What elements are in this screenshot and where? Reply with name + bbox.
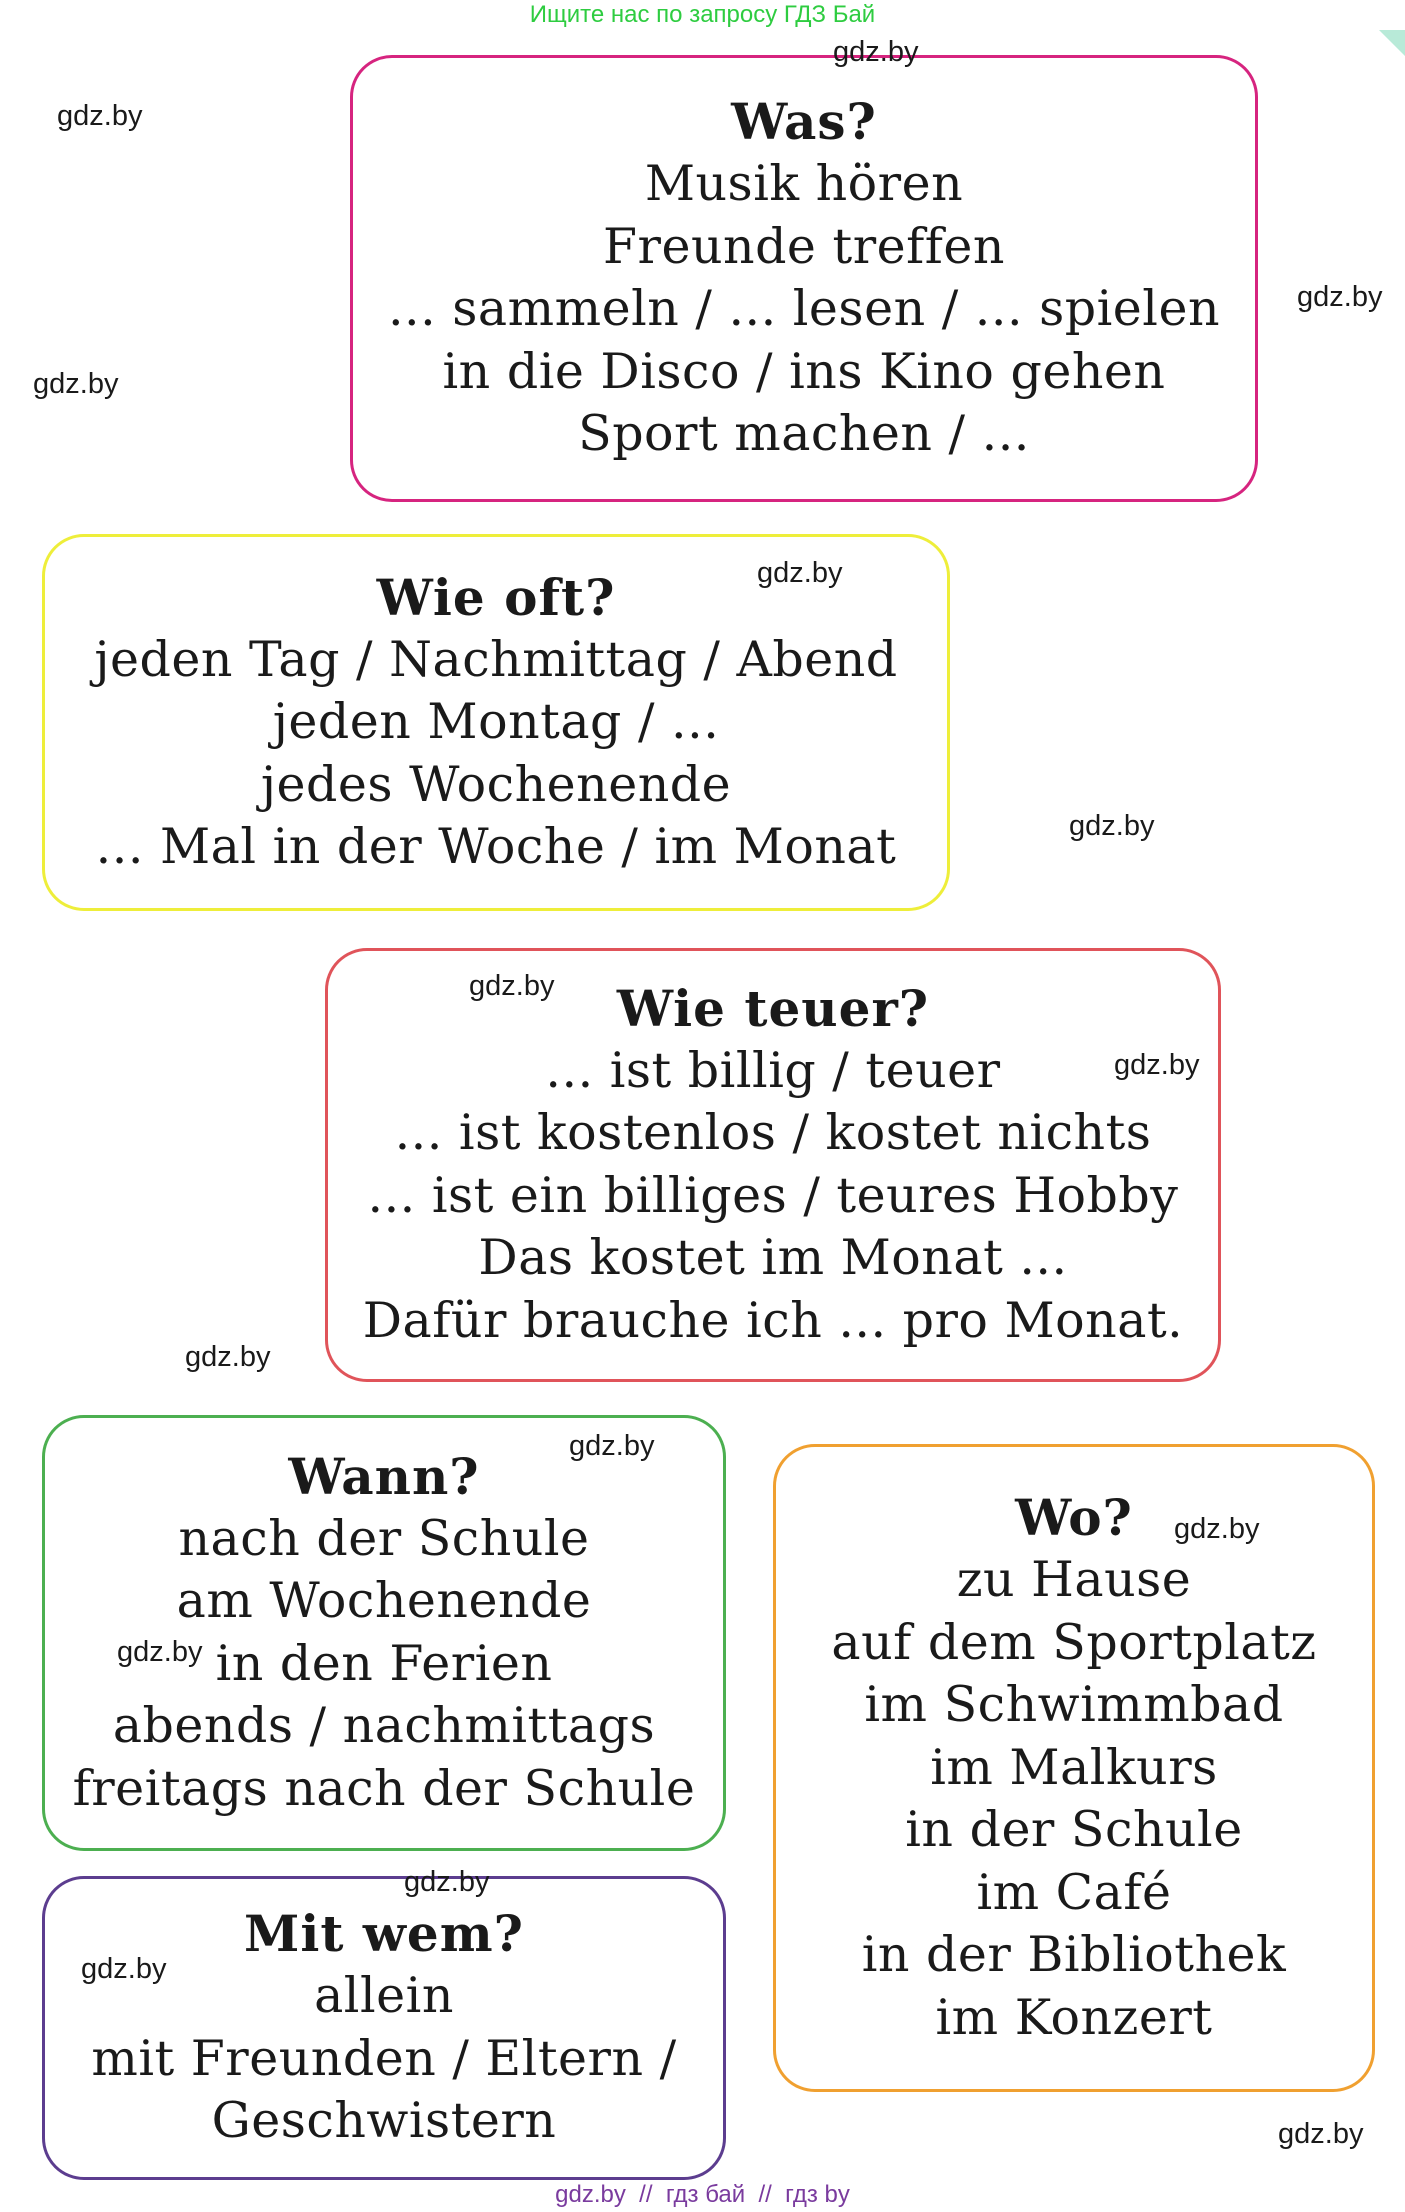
card-line: ... sammeln / ... lesen / ... spielen [387,280,1221,338]
card-line: in der Bibliothek [861,1926,1287,1983]
card-title: Wie oft? [376,567,616,627]
card-line: nach der Schule [178,1509,590,1567]
footer-watermark: gdz.by // гдз бай // гдз by [555,2181,850,2208]
card-title: Wo? [1015,1488,1133,1547]
card-was [350,55,1258,502]
card-line: ... ist billig / teuer [545,1041,1001,1099]
watermark: gdz.by [117,1636,203,1668]
card-line: im Konzert [935,1988,1213,2046]
watermark: gdz.by [569,1430,655,1462]
card-line: Sport machen / ... [578,405,1030,463]
watermark: gdz.by [1174,1513,1260,1545]
card-line: Das kostet im Monat ... [478,1229,1068,1287]
watermark: gdz.by [833,36,919,68]
card-line: im Schwimmbad [864,1676,1284,1733]
watermark: gdz.by [57,100,143,132]
watermark: gdz.by [1278,2118,1364,2150]
watermark: gdz.by [81,1953,167,1985]
card-title: Wann? [288,1446,480,1506]
card-line: freitags nach der Schule [72,1759,696,1817]
watermark: gdz.by [33,368,119,400]
card-line: Freunde treffen [603,217,1005,275]
card-line: auf dem Sportplatz [831,1613,1317,1671]
card-line: Geschwistern [211,2092,557,2150]
card-line: ... Mal in der Woche / im Monat [95,818,897,875]
card-line: abends / nachmittags [112,1697,656,1755]
watermark: gdz.by [469,970,555,1002]
card-title: Mit wem? [244,1904,524,1964]
card-line: jeden Montag / ... [272,693,720,750]
card-line: im Café [976,1863,1172,1921]
card-line: jedes Wochenende [260,755,732,813]
watermark: gdz.by [1069,810,1155,842]
card-wie-oft [42,534,950,911]
card-line: ... ist kostenlos / kostet nichts [394,1104,1152,1162]
watermark: gdz.by [404,1866,490,1898]
card-title: Wie teuer? [616,978,930,1038]
card-line: mit Freunden / Eltern / [91,2029,677,2087]
watermark: gdz.by [1297,281,1383,313]
card-line: jeden Tag / Nachmittag / Abend [94,630,898,688]
card-line: allein [314,1967,454,2025]
watermark: gdz.by [1114,1049,1200,1081]
search-banner: Ищите нас по запросу ГДЗ Бай [529,1,876,28]
card-title: Was? [731,92,877,152]
watermark: gdz.by [185,1341,271,1373]
card-wie-teuer [325,948,1221,1382]
card-wo [773,1444,1375,2092]
card-line: in der Schule [905,1801,1243,1858]
card-line: im Malkurs [930,1738,1218,1796]
watermark: gdz.by [757,557,843,589]
card-line: in die Disco / ins Kino gehen [442,342,1166,400]
card-wann [42,1415,726,1851]
card-line: ... ist ein billiges / teures Hobby [367,1166,1179,1224]
card-line: in den Ferien [215,1634,553,1692]
corner-fold-decoration [1379,30,1405,56]
card-line: Musik hören [644,155,964,213]
card-line: zu Hause [956,1551,1192,1608]
card-mit-wem [42,1876,726,2180]
card-line: am Wochenende [176,1572,592,1630]
card-line: Dafür brauche ich ... pro Monat. [362,1291,1184,1349]
